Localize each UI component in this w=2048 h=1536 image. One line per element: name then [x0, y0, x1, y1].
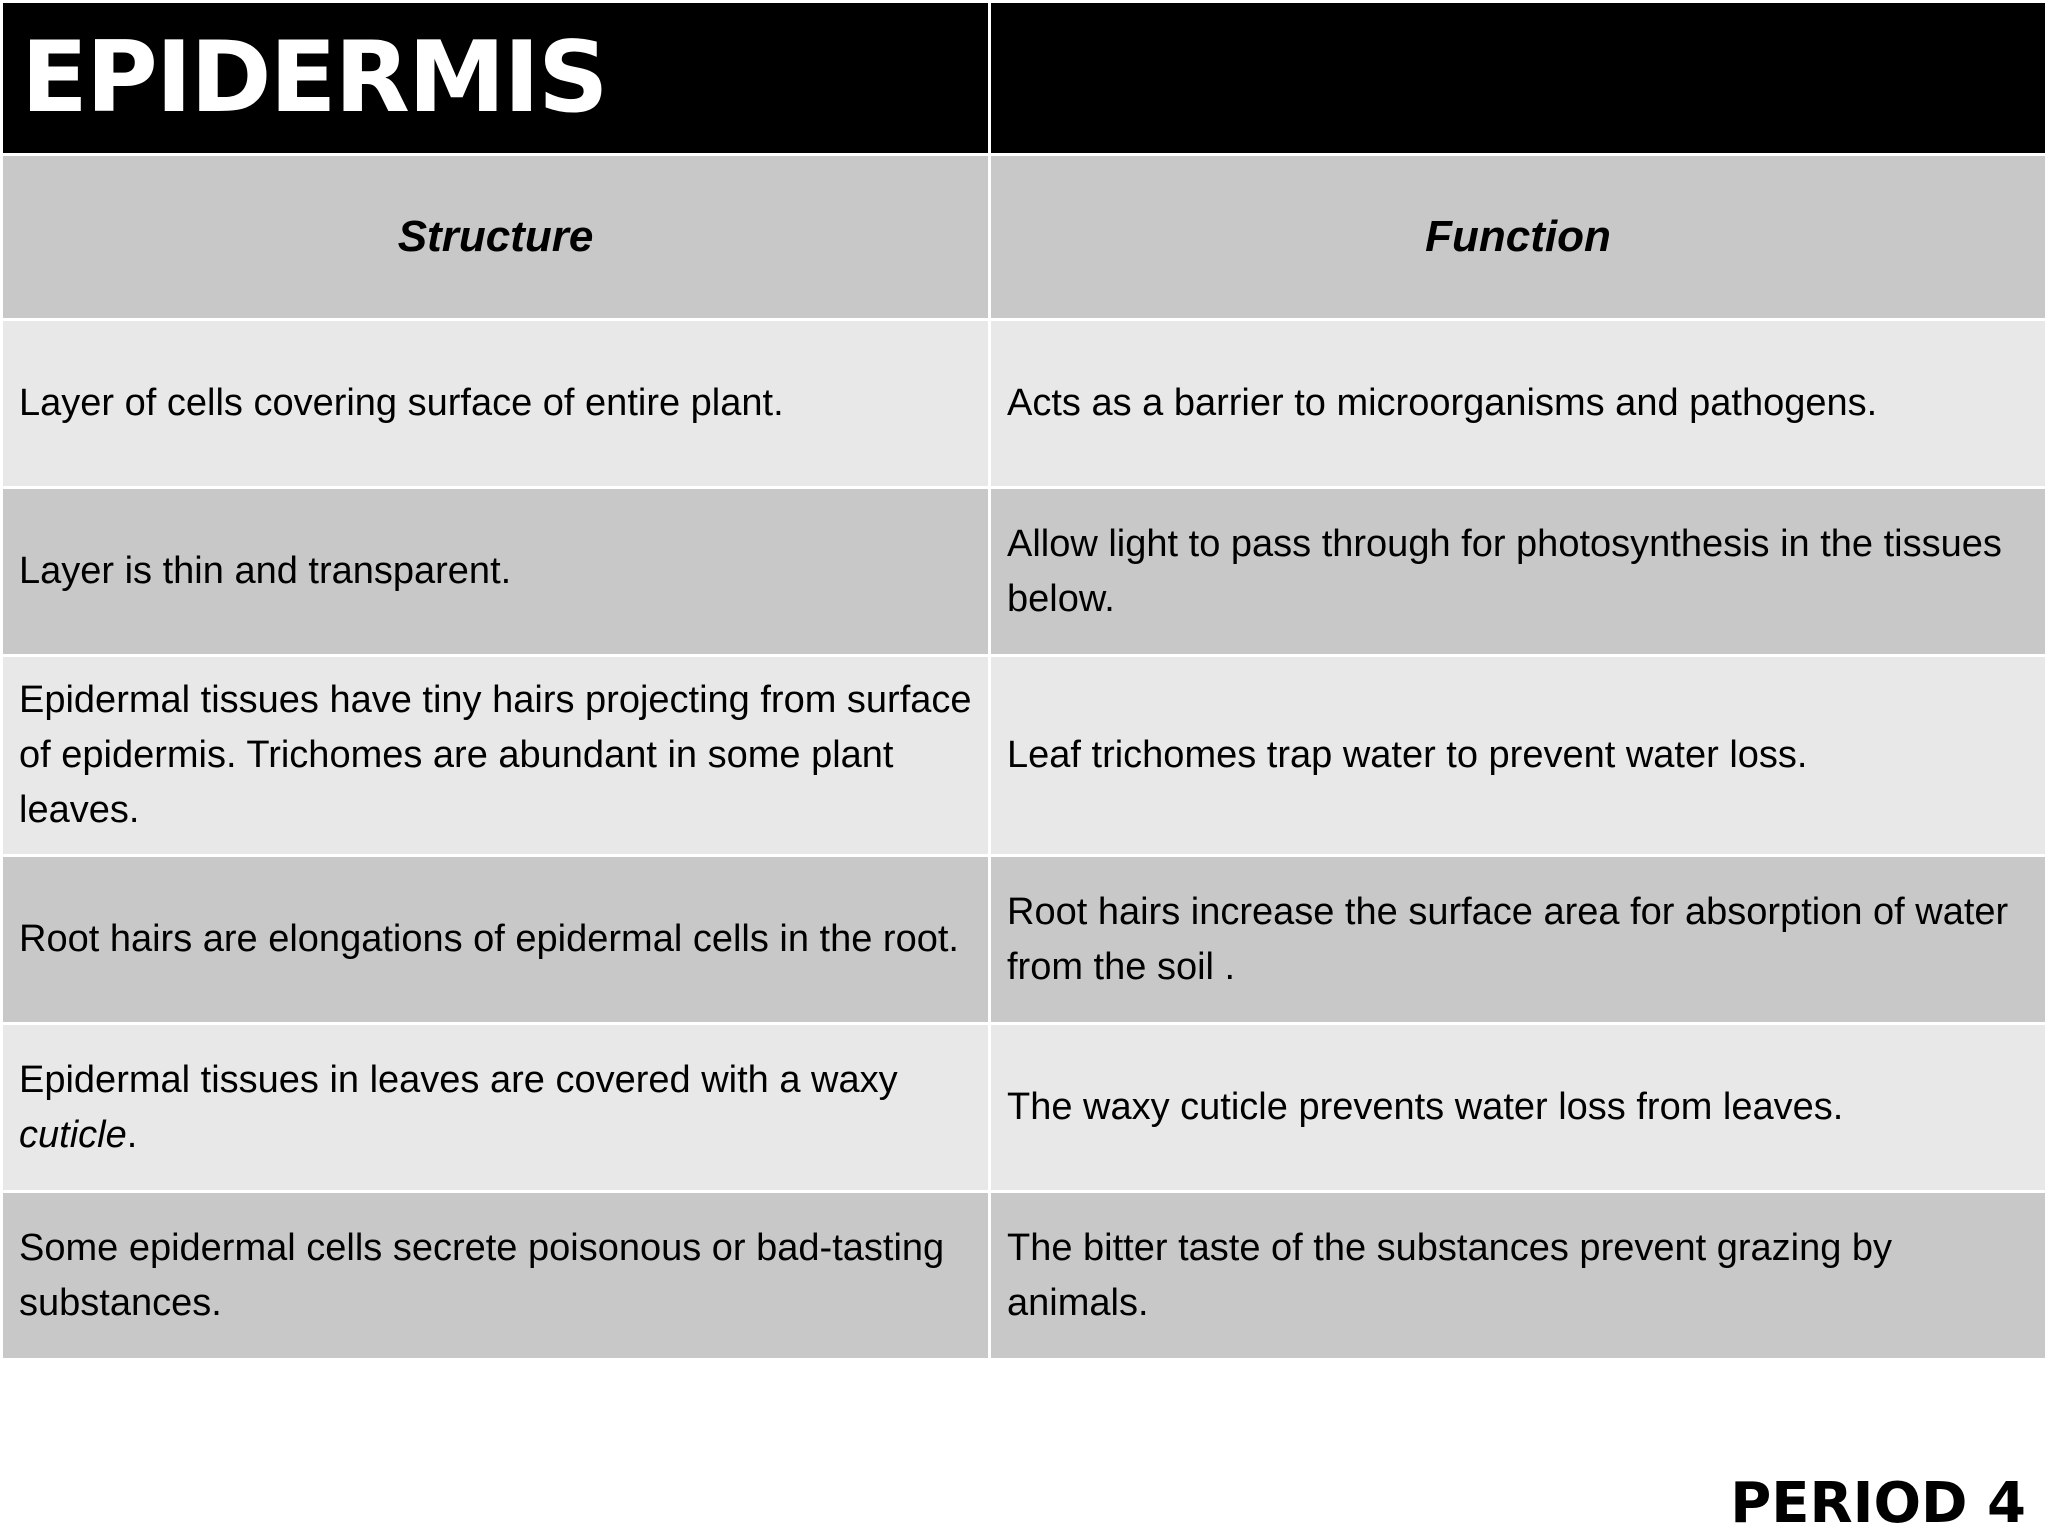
structure-cell: [3, 1025, 988, 1190]
structure-cell: Epidermal tissues have tiny hairs projecting from surface of epidermis. Trichomes are abundant in some plant leaves.: [3, 657, 988, 854]
table-row: [3, 657, 2045, 854]
function-cell: Root hairs increase the surface area for absorption of water from the soil .: [991, 857, 2045, 1022]
structure-cell: Root hairs are elongations of epidermal cells in the root.: [3, 857, 988, 1022]
function-cell: Leaf trichomes trap water to prevent water loss.: [991, 657, 2045, 854]
table-row: [3, 321, 2045, 486]
period-label: PERIOD 4: [1730, 1470, 2026, 1536]
table-row: [3, 1025, 2045, 1190]
structure-cell: Layer is thin and transparent.: [3, 489, 988, 654]
structure-cell: Layer of cells covering surface of entire plant.: [3, 321, 988, 486]
table-row: [3, 489, 2045, 654]
structure-cell: Some epidermal cells secrete poisonous or bad-tasting substances.: [3, 1193, 988, 1358]
function-cell: Allow light to pass through for photosynthesis in the tissues below.: [991, 489, 2045, 654]
header-structure: Structure: [3, 156, 988, 318]
title-empty-cell: [991, 3, 2045, 153]
table-row: [3, 1193, 2045, 1358]
header-function: Function: [991, 156, 2045, 318]
structure-text-before: Epidermal tissues in leaves are covered with a waxy: [19, 1058, 898, 1101]
title-row: [3, 3, 2045, 153]
table-row: [3, 857, 2045, 1022]
function-cell: The waxy cuticle prevents water loss from leaves.: [991, 1025, 2045, 1190]
function-cell: The bitter taste of the substances prevent grazing by animals.: [991, 1193, 2045, 1358]
header-row: [3, 156, 2045, 318]
function-cell: Acts as a barrier to microorganisms and pathogens.: [991, 321, 2045, 486]
slide-title: EPIDERMIS: [21, 21, 607, 135]
title-cell: [3, 3, 988, 153]
cuticle-term: cuticle: [19, 1113, 127, 1156]
structure-text-after: .: [126, 1113, 138, 1156]
